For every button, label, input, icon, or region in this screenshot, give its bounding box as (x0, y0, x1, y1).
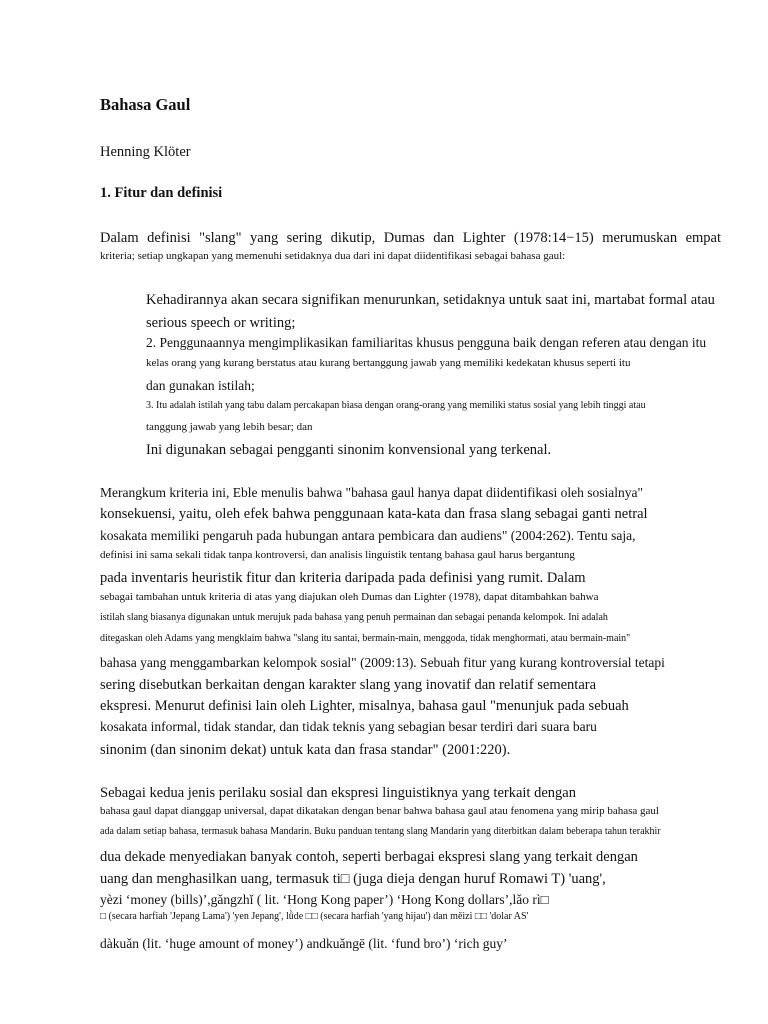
paragraph-2-line-12: kosakata informal, tidak standar, dan tidak teknis yang sebagian besar terdiri dari suara baru (100, 719, 597, 734)
criterion-line-8: Ini digunakan sebagai pengganti sinonim konvensional yang terkenal. (146, 442, 552, 458)
paragraph-2-line-10: sering disebutkan berkaitan dengan karakter slang yang inovatif dan relatif sementara (100, 677, 597, 693)
document-title: Bahasa Gaul (100, 95, 191, 114)
paragraph-3-line-3: ada dalam setiap bahasa, termasuk bahasa Mandarin. Buku panduan tentang slang Mandarin yang diterbitkan dalam beberapa tahun terakhir (100, 826, 661, 837)
paragraph-1-line-2: kriteria; setiap ungkapan yang memenuhi setidaknya dua dari ini dapat diidentifikasi sebagai bahasa gaul: (100, 250, 566, 262)
paragraph-2-line-7: istilah slang biasanya digunakan untuk merujuk pada bahasa yang penuh permainan dan sebagai penanda kelompok. Ini adalah (100, 612, 608, 623)
author-name: Henning Klöter (100, 144, 191, 160)
paragraph-2-line-1: Merangkum kriteria ini, Eble menulis bahwa "bahasa gaul hanya dapat diidentifikasi oleh sosialnya" (100, 485, 643, 500)
paragraph-2-line-11: ekspresi. Menurut definisi lain oleh Lighter, misalnya, bahasa gaul "menunjuk pada sebuah (100, 698, 629, 714)
paragraph-3-line-6: yèzi ‘money (bills)’,gǎngzhǐ ( lit. ‘Hong Kong paper’) ‘Hong Kong dollars’,lǎo rì□ (100, 892, 549, 907)
paragraph-2-line-3: kosakata memiliki pengaruh pada hubungan antara pembicara dan audiens" (2004:262). Tentu saja, (100, 528, 636, 543)
criterion-line-5: dan gunakan istilah; (146, 378, 255, 393)
criterion-line-7: tanggung jawab yang lebih besar; dan (146, 421, 313, 433)
paragraph-3-line-2: bahasa gaul dapat dianggap universal, dapat dikatakan dengan benar bahwa bahasa gaul atau fenomena yang mirip bahasa gaul (100, 805, 659, 817)
paragraph-3-line-8: dàkuǎn (lit. ‘huge amount of money’) andkuǎngē (lit. ‘fund bro’) ‘rich guy’ (100, 936, 508, 951)
paragraph-3-line-4: dua dekade menyediakan banyak contoh, seperti berbagai ekspresi slang yang terkait dengan (100, 849, 638, 865)
paragraph-2-line-9: bahasa yang menggambarkan kelompok sosial" (2009:13). Sebuah fitur yang kurang kontroversial tetapi (100, 655, 665, 670)
paragraph-2-line-4: definisi ini sama sekali tidak tanpa kontroversi, dan analisis linguistik tentang bahasa gaul harus bergantung (100, 549, 575, 561)
paragraph-3-line-7: □ (secara harfiah 'Jepang Lama') 'yen Jepang', lǜde □□ (secara harfiah 'yang hijau') dan měizi □□ 'dolar AS' (100, 911, 529, 922)
criterion-line-1: Kehadirannya akan secara signifikan menurunkan, setidaknya untuk saat ini, martabat formal atau (146, 292, 715, 308)
paragraph-2-line-2: konsekuensi, yaitu, oleh efek bahwa penggunaan kata-kata dan frasa slang sebagai ganti netral (100, 506, 648, 522)
paragraph-1-line-1: Dalam definisi "slang" yang sering dikutip, Dumas dan Lighter (1978:14−15) merumuskan empat (100, 230, 721, 246)
criterion-line-6: 3. Itu adalah istilah yang tabu dalam percakapan biasa dengan orang-orang yang memiliki status sosial yang lebih tinggi atau (146, 400, 646, 411)
paragraph-3-line-1: Sebagai kedua jenis perilaku sosial dan ekspresi linguistiknya yang terkait dengan (100, 785, 576, 801)
paragraph-3-line-5: uang dan menghasilkan uang, termasuk ti□ (juga dieja dengan huruf Romawi T) 'uang', (100, 871, 606, 887)
section-heading: 1. Fitur dan definisi (100, 185, 223, 201)
criterion-line-4: kelas orang yang kurang berstatus atau kurang bertanggung jawab yang memiliki kedekatan khusus seperti itu (146, 357, 631, 369)
paragraph-2-line-8: ditegaskan oleh Adams yang mengklaim bahwa "slang itu santai, bermain-main, menggoda, tidak menghormati, atau bermain-main" (100, 633, 631, 644)
paragraph-2-line-13: sinonim (dan sinonim dekat) untuk kata dan frasa standar" (2001:220). (100, 742, 511, 758)
criterion-line-3: 2. Penggunaannya mengimplikasikan familiaritas khusus pengguna baik dengan referen atau dengan itu (146, 335, 707, 350)
paragraph-2-line-6: sebagai tambahan untuk kriteria di atas yang diajukan oleh Dumas dan Lighter (1978), dapat ditambahkan bahwa (100, 591, 599, 603)
paragraph-2-line-5: pada inventaris heuristik fitur dan kriteria daripada pada definisi yang rumit. Dalam (100, 570, 586, 586)
criterion-line-2: serious speech or writing; (146, 315, 296, 331)
